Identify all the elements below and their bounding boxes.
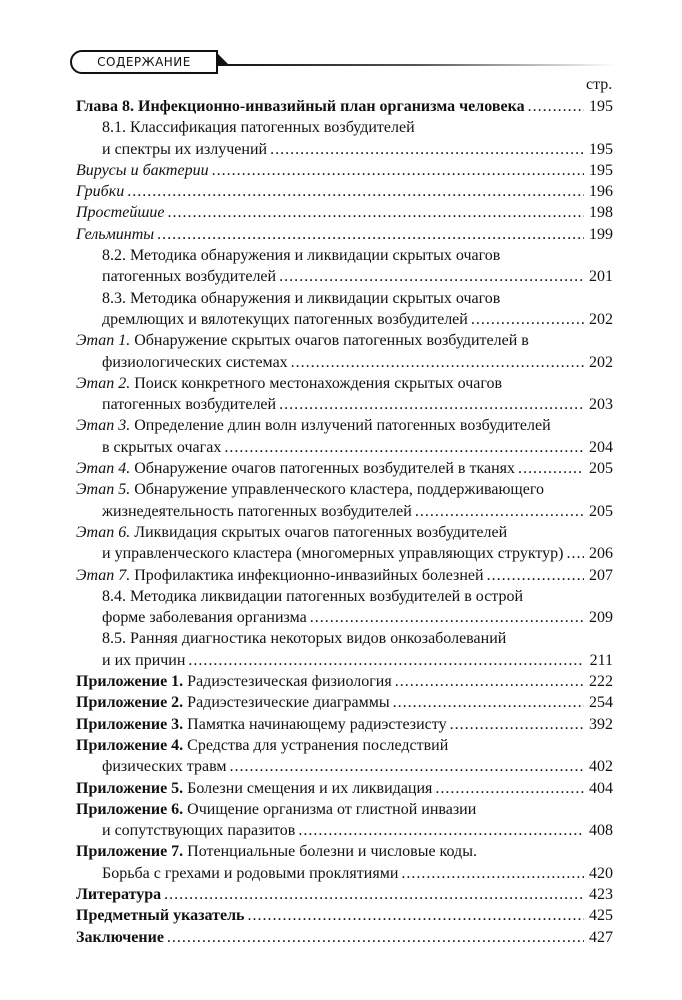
toc-entry-8-5[interactable]: 8.5. Ранняя диагностика некоторых видов онкозаболеваний bbox=[102, 630, 507, 648]
toc-entry-8-4-cont[interactable]: форме заболевания организма ..... 209 bbox=[76, 607, 613, 628]
toc-entry-stage-1[interactable]: Этап 1. Обнаружение скрытых очагов патогенных возбудителей в bbox=[76, 332, 529, 350]
toc-entry-appendix-6-cont[interactable]: и сопутствующих паразитов ..... 408 bbox=[76, 820, 613, 841]
toc-entry-appendix-7[interactable]: Приложение 7. Потенциальные болезни и числовые коды. bbox=[76, 843, 477, 861]
toc-entry-stage-1-cont[interactable]: физиологических системах ..... 202 bbox=[76, 352, 613, 373]
section-header-title: СОДЕРЖАНИЕ bbox=[97, 55, 191, 69]
toc-entry-appendix-3[interactable]: Приложение 3. Памятка начинающему радиэстезисту ..... 392 bbox=[76, 714, 613, 735]
toc-entry-stage-4[interactable]: Этап 4. Обнаружение очагов патогенных возбудителей в тканях ..... 205 bbox=[76, 458, 613, 479]
toc-entry-helminths[interactable]: Гельминты ..... 199 bbox=[76, 224, 613, 245]
toc-entry-subject-index[interactable]: Предметный указатель ..... 425 bbox=[76, 905, 613, 926]
toc-entry-appendix-7-cont[interactable]: Борьба с грехами и родовыми проклятиями ..... 420 bbox=[76, 863, 613, 884]
toc-entry-8-5-cont[interactable]: и их причин ..... 211 bbox=[76, 650, 613, 671]
toc-entry-stage-3[interactable]: Этап 3. Определение длин волн излучений патогенных возбудителей bbox=[76, 417, 551, 435]
toc-entry-literature[interactable]: Литература ..... 423 bbox=[76, 884, 613, 905]
header-rule bbox=[216, 64, 616, 66]
toc-entry-8-3[interactable]: 8.3. Методика обнаружения и ликвидации скрытых очагов bbox=[102, 289, 501, 307]
toc-entry-appendix-2[interactable]: Приложение 2. Радиэстезические диаграммы ..... 254 bbox=[76, 692, 613, 713]
toc-entry-appendix-6[interactable]: Приложение 6. Очищение организма от глистной инвазии bbox=[76, 800, 477, 818]
toc-entry-8-3-cont[interactable]: дремлющих и вялотекущих патогенных возбудителей ..... 202 bbox=[76, 309, 613, 330]
toc-entry-stage-5[interactable]: Этап 5. Обнаружение управленческого кластера, поддерживающего bbox=[76, 481, 545, 499]
toc-entry-conclusion[interactable]: Заключение ..... 427 bbox=[76, 927, 613, 948]
toc-entry-8-1-cont[interactable]: и спектры их излучений ..... 195 bbox=[76, 139, 613, 160]
toc-entry-fungi[interactable]: Грибки ..... 196 bbox=[76, 181, 613, 202]
section-header-tab bbox=[70, 50, 218, 74]
page-column-label: стр. bbox=[586, 76, 613, 93]
toc-entry-8-1[interactable]: 8.1. Классификация патогенных возбудителей bbox=[102, 119, 415, 137]
toc-entry-stage-6-cont[interactable]: и управленческого кластера (многомерных управляющих структур) ..... 206 bbox=[76, 543, 613, 564]
toc-entry-stage-7[interactable]: Этап 7. Профилактика инфекционно-инвазийных болезней ..... 207 bbox=[76, 565, 613, 586]
toc-entry-stage-3-cont[interactable]: в скрытых очагах ..... 204 bbox=[76, 437, 613, 458]
toc-entry-stage-2-cont[interactable]: патогенных возбудителей ..... 203 bbox=[76, 394, 613, 415]
table-of-contents bbox=[76, 96, 613, 948]
toc-entry-8-2-cont[interactable]: патогенных возбудителей ..... 201 bbox=[76, 266, 613, 287]
header-tab-wedge bbox=[216, 52, 228, 64]
toc-entry-8-4[interactable]: 8.4. Методика ликвидации патогенных возбудителей в острой bbox=[102, 587, 524, 605]
toc-entry-appendix-4[interactable]: Приложение 4. Средства для устранения последствий bbox=[76, 736, 449, 754]
toc-entry-stage-2[interactable]: Этап 2. Поиск конкретного местонахождения скрытых очагов bbox=[76, 374, 503, 392]
toc-entry-viruses[interactable]: Вирусы и бактерии ..... 195 bbox=[76, 160, 613, 181]
toc-entry-stage-5-cont[interactable]: жизнедеятельность патогенных возбудителей ..... 205 bbox=[76, 501, 613, 522]
toc-entry-appendix-1[interactable]: Приложение 1. Радиэстезическая физиология ..... 222 bbox=[76, 671, 613, 692]
toc-entry-chapter-8[interactable]: Глава 8. Инфекционно-инвазийный план организма человека ..... 195 bbox=[76, 96, 613, 117]
toc-entry-appendix-4-cont[interactable]: физических травм ..... 402 bbox=[76, 756, 613, 777]
toc-entry-protozoa[interactable]: Простейшие ..... 198 bbox=[76, 202, 613, 223]
toc-entry-8-2[interactable]: 8.2. Методика обнаружения и ликвидации скрытых очагов bbox=[102, 247, 501, 265]
toc-entry-stage-6[interactable]: Этап 6. Ликвидация скрытых очагов патогенных возбудителей bbox=[76, 523, 508, 541]
toc-entry-appendix-5[interactable]: Приложение 5. Болезни смещения и их ликвидация ..... 404 bbox=[76, 778, 613, 799]
